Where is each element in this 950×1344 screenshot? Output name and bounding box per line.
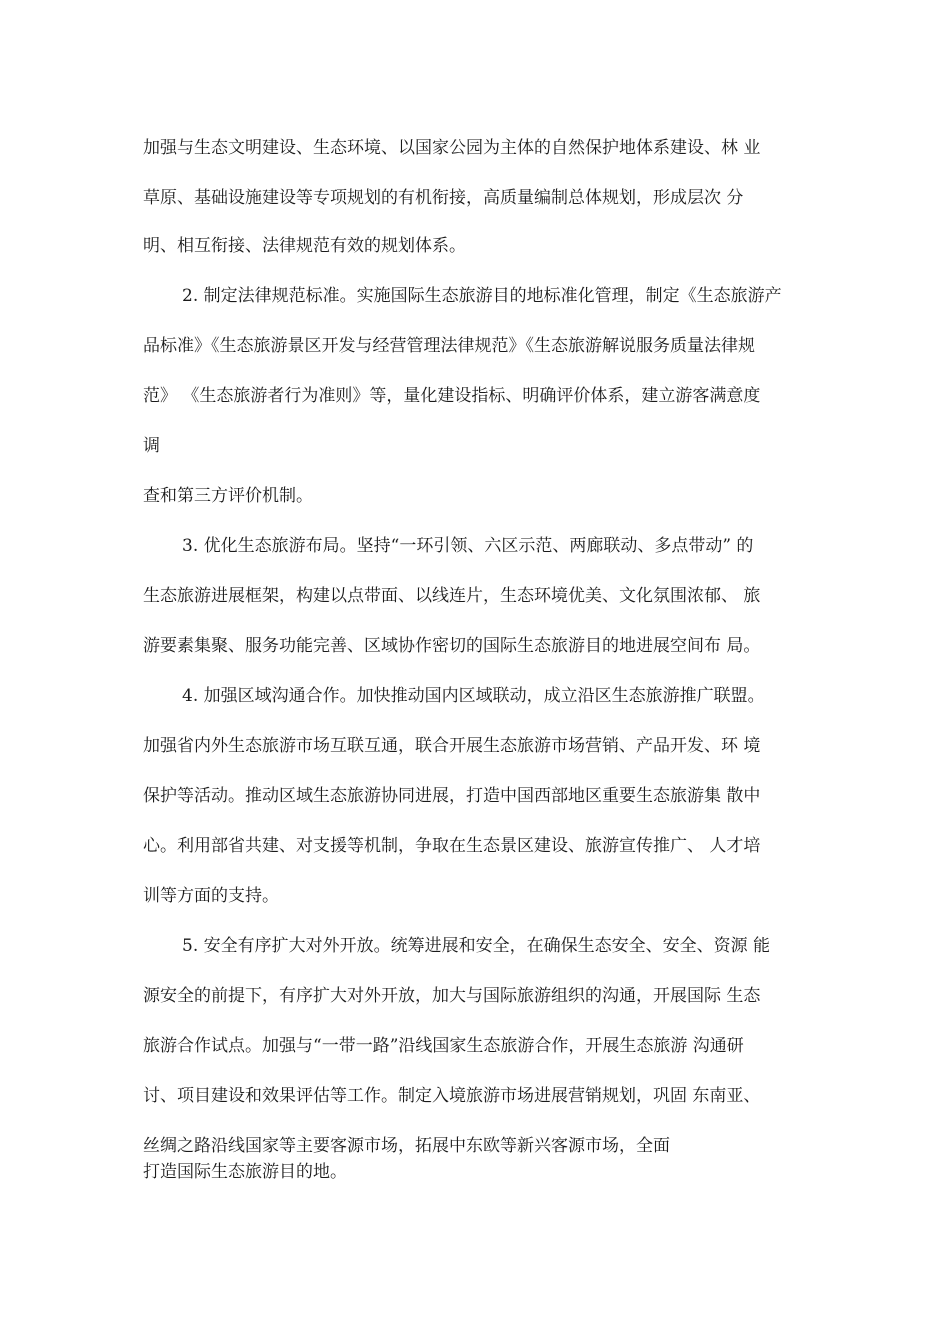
- text-line: 旅游合作试点。加强与“一带一路”沿线国家生态旅游合作，开展生态旅游 沟通研: [143, 1036, 744, 1056]
- paragraph-heading-2: 2. 制定法律规范标准。实施国际生态旅游目的地标准化管理，制定《生态旅游产: [182, 286, 782, 306]
- text-line: 调: [143, 436, 160, 456]
- text-line: 品标准》《生态旅游景区开发与经营管理法律规范》《生态旅游解说服务质量法律规: [143, 336, 755, 356]
- text-line: 训等方面的支持。: [143, 886, 279, 906]
- text-line: 范》 《生态旅游者行为准则》等，量化建设指标、明确评价体系，建立游客满意度: [143, 386, 761, 406]
- paragraph-heading-4: 4. 加强区域沟通合作。加快推动国内区域联动，成立沿区生态旅游推广联盟。: [182, 686, 765, 706]
- text-line: 游要素集聚、服务功能完善、区域协作密切的国际生态旅游目的地进展空间布 局。: [143, 636, 761, 656]
- text-line: 源安全的前提下，有序扩大对外开放，加大与国际旅游组织的沟通，开展国际 生态: [143, 986, 761, 1006]
- paragraph-heading-3: 3. 优化生态旅游布局。坚持“一环引领、六区示范、两廊联动、多点带动” 的: [182, 536, 754, 556]
- text-line: 生态旅游进展框架，构建以点带面、以线连片，生态环境优美、文化氛围浓郁、 旅: [143, 586, 761, 606]
- text-line: 心。利用部省共建、对支援等机制，争取在生态景区建设、旅游宣传推广、 人才培: [143, 836, 761, 856]
- text-line: 加强与生态文明建设、生态环境、以国家公园为主体的自然保护地体系建设、林 业: [143, 138, 761, 158]
- text-line: 查和第三方评价机制。: [143, 486, 313, 506]
- paragraph-heading-5: 5. 安全有序扩大对外开放。统筹进展和安全，在确保生态安全、安全、资源 能: [182, 936, 771, 956]
- text-line: 明、相互衔接、法律规范有效的规划体系。: [143, 236, 466, 256]
- text-line: 讨、项目建设和效果评估等工作。制定入境旅游市场进展营销规划，巩固 东南亚、: [143, 1086, 761, 1106]
- text-line: 保护等活动。推动区域生态旅游协同进展，打造中国西部地区重要生态旅游集 散中: [143, 786, 761, 806]
- text-line: 加强省内外生态旅游市场互联互通，联合开展生态旅游市场营销、产品开发、环 境: [143, 736, 761, 756]
- text-line: 草原、基础设施建设等专项规划的有机衔接，高质量编制总体规划，形成层次 分: [143, 188, 744, 208]
- text-line: 丝绸之路沿线国家等主要客源市场，拓展中东欧等新兴客源市场，全面: [143, 1136, 670, 1156]
- text-line: 打造国际生态旅游目的地。: [143, 1162, 347, 1182]
